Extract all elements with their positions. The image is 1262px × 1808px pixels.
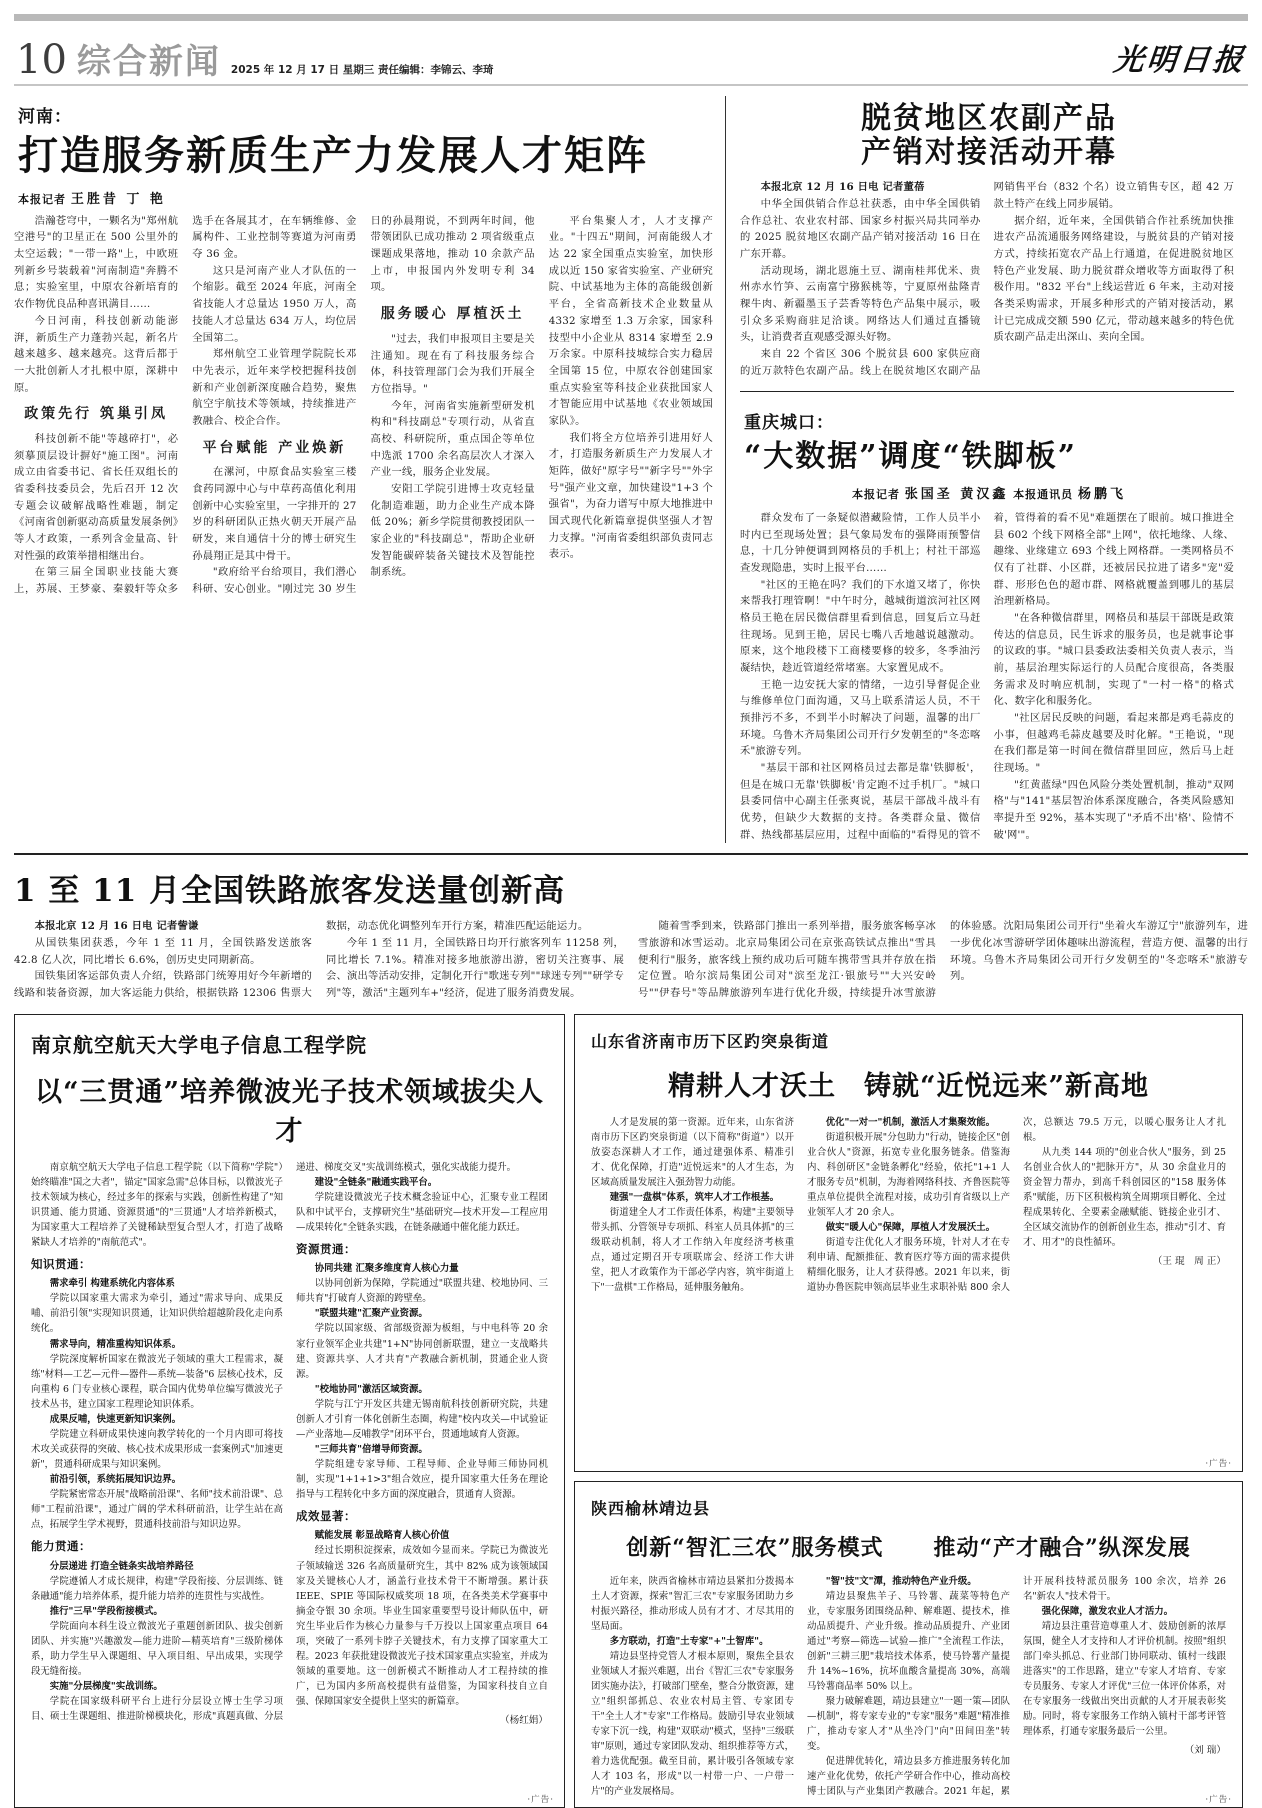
ad-nuaa-section-sub: 分层递进 打造全链条实战培养路径 [49, 1560, 194, 1572]
lead-para: 在漯河，中原食品实验室三楼食药同源中心与中草药高值化利用创新中心实验室里，一字排开的 27 岁的科研团队正热火朝天开展产品研发，来自通信十分的博士研究生孙晨翔正是其中骨干。 [192, 466, 357, 562]
ad-jingbian-title-left: 创新“智汇三农”服务模式 [626, 1534, 884, 1561]
masthead [14, 21, 1248, 81]
railway-byline: 本报北京 12 月 16 日电 记者訾谦 [34, 920, 199, 933]
chongqing-body [740, 510, 1234, 843]
ad-jingbian-signature: （刘 瑞） [1184, 1745, 1226, 1757]
chongqing-byline [744, 483, 1234, 502]
lead-kicker: 河南： [18, 107, 72, 127]
ad-jingbian-institution: 陕西榆林靖边县 [591, 1498, 711, 1518]
lead-byline-label: 本报记者 [18, 192, 66, 206]
chongqing-para: 群众发布了一条疑似潜藏险情，工作人员半小时内已至现场处置；县气象局发布的强降雨预警信息，十几分钟便调到网格员的手机上；村社干部巡查发现隐患，实时上报平台…… [740, 511, 981, 574]
ad-jingbian-intro: 近年来，陕西省榆林市靖边县紧扣分拨揭本土人才资源，探索"智汇三农"专家服务团助力乡村振兴路径，推动形成人员有才才、才尽其用的坚局面。 [591, 1575, 794, 1632]
lead-subhead: 平台赋能 产业焕新 [202, 439, 347, 456]
railway-story [14, 853, 1248, 1001]
ad-nuaa-section-body: 学院建立科研成果快速向教学转化的一个月内即可将技术攻关或获得的突破、核心技术成果形成一套案例式"加速更新"，贯通科研成果与知识案例。 [31, 1428, 283, 1470]
ad-jingbian-section-sub: 多方联动，打造"土专家"+"土智库"。 [609, 1635, 769, 1647]
ad-jinan-section-sub: 优化"一对一"机制，激活人才集聚效能。 [825, 1116, 995, 1128]
lead-para: 我们将全方位培养引进用好人才，打造服务新质生产力发展人才矩阵，做好"原字号""新字号""外字号"强产业文章，加快建设"1+3 个强省"，为奋力谱写中原大地推进中国式现代化新篇章提供坚强人才智力支撑。"河南省委组织部负责同志表示。 [548, 431, 713, 561]
ad-nuaa-section-head: 资源贯通： [296, 1241, 356, 1256]
railway-divider [14, 853, 1248, 855]
chongqing-byline-label: 本报记者 [851, 487, 900, 501]
chongqing-headline-block [740, 402, 1234, 502]
ad-jingbian-section-sub: 强化保障，激发农业人才活力。 [1041, 1605, 1174, 1617]
ad-jinan-section-body: 街道积极开展"分包助力"行动，链接企区"创业合伙人"资源，拓宽专业化服务链条。借鉴海内、科创研区"金链条孵化"经验，依托"1+1 人才服务专员"机制，为海着网络科技、齐鲁医院等重点单位提供全流程对接，成功引育省级以上产业领军人才 20 余人。 [807, 1131, 1010, 1218]
ad-jingbian-body [591, 1574, 1226, 1800]
ad-jinan-section-body: 街道建全人才工作责任体系，构建"主要领导带头抓、分管领导专项抓、科室人员具体抓"的三级联动机制，将人才工作纳入年度经济考核重点，通过定期召开专项联席会、经济工作大讲堂，把人才政策作为干部必学内容，筑牢街道上下"一盘棋"工作格局，延伸服务触角。 [591, 1206, 794, 1294]
ad-nuaa-section-sub: 推行"三早"学段衔接模式。 [49, 1605, 163, 1617]
ad-jinan-ad-mark: ·广告· [1205, 1458, 1232, 1469]
chongqing-byline-names: 张国圣 黄汉鑫 [904, 486, 1009, 502]
poverty-headline-line2: 产销对接活动开幕 [861, 134, 1117, 170]
lead-para: 郑州航空工业管理学院院长邓中先表示，近年来学校把握科技创新和产业创新深度融合趋势，聚焦航空宇航技术等领域，持续推进产教融合、校企合作。 [192, 348, 357, 427]
lead-para: 在第三届全国职业技能大赛上，苏展、王梦豪、秦毅轩等众多选手在各展其才，在车辆维修、金属构件、工业控制等赛道为河南勇夺 36 金。 [14, 214, 357, 595]
ad-nuaa-section-body: 学院与江宁开发区共建无锡南航科技创新研究院，共建创新人才引育一体化创新生态圈，构建"校内攻关—中试验证—产业落地—反哺教学"闭环平台，贯通地域育人资源。 [296, 1398, 548, 1440]
ad-jinan-section-body: 从九类 144 项的"创业合伙人"服务，到 25 名创业合伙人的"把脉开方"，从 30 余盘业月的资金智力帮办，到高千科创园区的"158 服务体系"赋能，历下区积极构筑全周期项目孵化、全过程成果转化、全要素金融赋能、链接企业引才、全区域交流协作的创新创业生态，推动"引才、育才、用才"的良性循环。 [1023, 1146, 1226, 1249]
lead-subhead: 政策先行 筑巢引凤 [24, 406, 169, 423]
ad-nuaa-section-head: 能力贯通： [31, 1539, 91, 1554]
ad-nuaa-section-sub: 需求牵引 构建系统化内容体系 [49, 1278, 175, 1290]
ad-right-column [574, 1014, 1243, 1808]
railway-para: 从国铁集团获悉，今年 1 至 11 月，全国铁路发送旅客 42.8 亿人次，同比增长 6.6%，创历史史同期新高。 [14, 936, 312, 966]
ad-nuaa-section-sub: "联盟共建"汇聚产业资源。 [314, 1308, 428, 1320]
ad-jingbian-section-sub: "智"技"文"潭，推动特色产业升级。 [825, 1575, 977, 1587]
lead-para: 安阳工学院引进博士攻克轻量化制造难题，助力企业生产成本降低 20%；新乡学院贯彻教授团队一家企业的"科技副总"，帮助企业研发智能碳碎装备关键技术及智能控制系统。 [370, 482, 535, 579]
ad-jinan-institution: 山东省济南市历下区趵突泉街道 [591, 1031, 830, 1051]
ad-jingbian-ad-mark: ·广告· [1205, 1795, 1232, 1806]
chongqing-para: "基层干部和社区网格员过去都是靠'铁脚板'，但是在城口无靠'铁脚板'肯定跑不过手机厂。"城口县委同信中心副主任张爽说，基层干部战斗战斗有优势，但缺少大数据的支持。各类群众量、微信群、热线都基层应用，过程中面临的"看得见的管不着，管得着的看不见"难题摆在了眼前。城口推进全县 602 个线下网格全部"上网"，依托地缘、人缘、趣缘、业缘建立 693 个线上网格群。一类网格员不仅有了社群、小区群，还被居民拉进了诸多"宠"爱群、形形色色的超市群、网格就覆盖到哪儿的基层治理新格局。 [740, 511, 1234, 841]
poverty-para: 活动现场，湖北恩施土豆、湖南桂邦优米、贵州赤水竹笋、云南富宁猕猴桃等，宁夏原州盐隆青稞牛肉、新疆墨玉子芸香等特色产品集中展示，吸引众多采购商驻足洽谈。网络达人们通过直播镜头，让消费者直观感受源头好物。 [740, 264, 981, 344]
ad-nuaa-institution: 南京航空航天大学电子信息工程学院 [31, 1032, 367, 1057]
railway-body [14, 918, 1248, 1001]
lead-body [14, 213, 713, 598]
ad-nuaa-section-body: 学院建设微波光子技术概念验证中心，汇聚专业工程团队和中试平台，支撑研究生"基础研究—技术开发—工程应用—成果转化"全链条实践，在链条融通中催化能力跃迁。 [296, 1191, 548, 1233]
ad-nuaa-section-body: 学院深度解析国家在微波光子领域的重大工程需求，凝练"材料—工艺—元件—器件—系统—装备"6 层核心技术，反向重构 6 门专业核心课程，联合国内优势单位编写微波光子技术丛书，建立国家工程理论知识体系。 [31, 1353, 283, 1410]
ad-nuaa-section-body: 学院紧密常态开展"战略前沿课"、名师"技术前沿课"、总师"工程前沿课"，通过广阔的学术科研前沿，让学生站在高点，拓展学生学术视野，贯通科技前沿与知识边界。 [31, 1488, 283, 1531]
poverty-headline-line1: 脱贫地区农副产品 [861, 101, 1117, 136]
lead-para: 平台集聚人才，人才支撑产业。"十四五"期间，河南能级人才达 22 家全国重点实验室，加快形成以近 150 家省实验室、产业研究院、中试基地为主体的高能级创新平台，全省高新技术企业数量从 4332 家增至 1.3 万余家，国家科技型中小企业从 8314 家增至 2.9 万余家。中原科技城综合实力稳居全国第 15 位，中原农谷创建国家重点实验室等科技企业获批国家人才智能应用中试基地《农业领域国家队》。 [548, 214, 713, 427]
railway-headline: 1 至 11 月全国铁路旅客发送量创新高 [14, 873, 566, 910]
chongqing-para: "社区的王艳在吗？我们的下水道又堵了，你快来帮我打理管啊！"中午时分，越城街道滨河社区网格员王艳在居民微信群里看到信息，回复后立马赶往现场。见到王艳，居民七嘴八舌地越说越激动。原来，这个地段楼下工商楼要修的较多，冬季油污凝结快，趁近管道经常堵塞。大家置见成不。 [740, 578, 981, 674]
page-folio: 10 [16, 37, 67, 83]
lead-byline [18, 188, 713, 207]
chongqing-byline-label2: 本报通讯员 [1013, 487, 1074, 501]
chongqing-para: "红黄蓝绿"四色风险分类处置机制，推动"双网格"与"141"基层智治体系深度融合，各类风险感知率提升至 92%，基本实现了"矛盾不出'格'、险情不破'网'"。 [993, 778, 1234, 841]
ad-jinan-signature: （王 琨 周 正） [1152, 1256, 1226, 1268]
ad-jinan-title: 精耕人才沃土 铸就“近悦远来”新高地 [667, 1070, 1150, 1102]
lead-headline: 打造服务新质生产力发展人才矩阵 [18, 132, 648, 179]
ad-nuaa-title: 以“三贯通”培养微波光子技术领域拔尖人才 [34, 1076, 545, 1147]
ad-nuaa-section-sub: 建设"全链条"融通实践平台。 [314, 1176, 438, 1188]
ad-jinan-section-sub: 建强"一盘棋"体系，筑牢人才工作根基。 [609, 1191, 779, 1203]
ad-nuaa-section-sub: 成果反哺，快速更新知识案例。 [49, 1413, 182, 1425]
lead-para: 科技创新不能"等越碎打"，必须摹顶层设计摒好"施工图"。河南成立由省委书记、省长任双组长的省委科技委员会，先后召开 12 次专题会议破解战略性难题，制定《河南省创新驱动高质量发展条例》等人才政策，一系列含金量高、针对性强的政策举措相继出台。 [14, 432, 179, 562]
ad-jingbian-section-body: 靖边县注重营造尊重人才、鼓励创新的浓厚氛围，健全人才支持和人才评价机制。按照"组织部门牵头抓总、行业部门协同联动、镇村一线跟进落实"的工作思路，建立"专家人才培育、专家专员服务、专家人才评优"三位一体评价体系，对在专家服务一线做出突出贡献的人才开展表彰奖励。同时，将专家服务工作纳入镇村干部考评管理体系，打通专家服务最后一公里。 [1023, 1620, 1226, 1738]
poverty-byline: 本报北京 12 月 16 日电 记者董蓓 [760, 181, 925, 194]
chongqing-story [740, 402, 1234, 843]
railway-para: 随着雪季到来，铁路部门推出一系列举措，服务旅客畅享冰雪旅游和冰雪运动。北京局集团公司在京张高铁试点推出"雪具便利行"服务，旅客线上预约成功后可随车携带雪具并存放在指定位置。哈尔滨局集团公司对"滨至龙江·银旅号""大兴安岭号""伊春号"等品牌旅游列车进行优化升级，持续提升冰雪旅游的体验感。沈阳局集团公司开行"坐着火车游辽宁"旅游列车，进一步优化冰雪游研学团体趣味出游流程，营造方便、温馨的出行环境。乌鲁木齐局集团公司开行夕发朝至的"冬恋喀禾"旅游专列。 [638, 920, 1248, 999]
railway-para: 今年 1 至 11 月，全国铁路日均开行旅客列车 11258 列，同比增长 7.1%。精准对接多地旅游出游，密切关注赛事、展会、演出等活动安排，定制化开行"歌迷专列""球迷专列""研学专列"等，激活"主题列车+"经济，促进了服务消费发展。 [326, 936, 624, 999]
ad-nuaa-section-sub: 协同共建 汇聚多维度育人核心力量 [314, 1263, 459, 1275]
ad-nuaa-body [31, 1160, 548, 1729]
ad-nuaa-section-body: 以协同创新为保障，学院通过"联盟共建、校地协同、三师共育"打破育人资源的跨壁垒。 [296, 1278, 548, 1305]
chongqing-kicker: 重庆城口： [744, 413, 834, 434]
ad-jingbian-section-body: 靖边县聚焦羊子、马铃薯、蔬菜等特色产业，专家服务团围绕品种、解难题、提技术，推动品质提升、产业升级。推动品质提升、产业团通过"考察—筛选—试验—推广"全流程工作法，创新"三耕三肥"栽培技术体系，使马铃薯产量提升 14%~16%，抗坏血酸含量提高 30%，高端马铃薯商品率 50% 以上。 [807, 1590, 1010, 1692]
newspaper-page [0, 14, 1262, 1806]
lead-para: 今日河南，科技创新动能澎湃，新质生产力蓬勃兴起，新名片越来越多、越来越亮。这背后都于一大批创新人才扎根中原，深耕中原。 [14, 314, 179, 394]
lead-byline-names: 王胜昔 丁 艳 [70, 191, 166, 207]
ad-jinan [574, 1014, 1243, 1472]
ad-jingbian [574, 1481, 1243, 1808]
ad-nuaa-section-sub: 需求导向，精准重构知识体系。 [49, 1338, 182, 1350]
ad-nuaa-section-sub: "校地协同"激活区域资源。 [314, 1383, 428, 1395]
ad-nuaa-section-body: 学院以国家级、省部级资源为板组，与中电科等 20 余家行业领军企业共建"1+N"协同创新联盟，建立一支战略共建、资源共享、人才共育"产教融合新机制，贯通企业人资源。 [296, 1323, 548, 1380]
lead-para: "过去，我们申报项目主要是关注通知。现在有了科技服务综合体，科技管理部门会为我们开展全方位指导。" [370, 332, 535, 395]
chongqing-byline-names2: 杨鹏飞 [1078, 486, 1127, 502]
ad-jinan-intro: 人才是发展的第一资源。近年来，山东省济南市历下区趵突泉街道（以下简称"街道"）以开放姿态深耕人才工作，通过建强体系、精准引才、优化保障，打造"近悦远来"的人才生态，为区域高质量发展注入强劲智力动能。 [591, 1116, 794, 1188]
lead-para: 今年，河南省实施新型研发机构和"科技副总"专项行动，从省直高校、科研院所，重点国企等单位中选派 1700 余名高层次人才深入产业一线，服务企业发展。 [370, 399, 535, 479]
ad-jinan-section-body: 街道专注优化人才服务环境，针对人才在专利申请、配额推征、教育医疗等方面的需求提供精细化服务，让人才获得感。2021 年以来，街道协办鲁医院申领高层毕业生求职补贴 800 余人次，总额达 79.5 万元，以暖心服务让人才扎根。 [807, 1116, 1226, 1294]
poverty-body [740, 179, 1234, 379]
ad-nuaa-section-head: 成效显著： [296, 1509, 356, 1524]
ad-nuaa [14, 1014, 565, 1808]
ad-jingbian-section-body: 靖边县坚持党管人才根本原则，聚焦全县农业领域人才振兴难题，出台《智汇三农"专家服务团实施办法》，打破部门壁垒，整合分散资源，建立"组织部抓总、农业农村局主管、专家团专干"全土人才"专家"工作格局。鼓励引导农业领域专家下沉一线，构建"双联动"模式，坚持"三级联审"原则，通过专家团队发动、组织推荐等方式，着力选优配强。截至目前，累计吸引各领域专家人才 103 名，形成"以一村带一户、一户带一片"的产业发展格局。 [591, 1650, 794, 1798]
lead-para: 这只是河南产业人才队伍的一个缩影。截至 2024 年底，河南全省技能人才总量达 1950 万人，高技能人才总量达 634 万人，均位居全国第二。 [192, 264, 357, 344]
ad-nuaa-section-body: 经过长期积淀探索，成效如今显而来。学院已为微波光子领域输送 326 名高质量研究生，其中 82% 成为该领域国家及关键核心人才，涵盖行业技术骨干不断增强。累计获 IEEE、SPIE 等国际权威奖项 18 项，在各类美术学赛事中摘金夺银 30 余项。毕业生国家重要型号设计师队伍中，研究生毕业后作为核心力量参与千万投以上国家重点项目 64 项，突破了一系列卡脖子关键技术，有力支撑了国家重大工程。2023 年获批建设微波光子技术国家重点实验室，并成为领域的重要地。这一创新模式不断推动人才工程持续的推广，已为国内多所高校提供有益借鉴，为国家科技自立自强、保障国家安全提供上坚实的新篇章。 [296, 1545, 548, 1707]
lead-para: "政府给平台给项目，我们潜心科研、安心创业。"刚过完 30 岁生日的孙晨翔说，不到两年时间，他带领团队已成功推动 2 项省级重点课题成果落地，推动 10 余款产品上市，申报国内外发明专利 34 项。 [192, 214, 535, 595]
ad-jinan-section-sub: 做实"暖人心"保障，厚植人才发展沃土。 [825, 1221, 995, 1233]
section-title: 综合新闻 [76, 42, 221, 82]
poverty-para: 来自 22 个省区 306 个脱贫县 600 家供应商的近万款特色农副产品。线上在脱贫地区农副产品网销售平台（832 个名）设立销售专区，超 42 万款土特产在线上同步展销。 [740, 181, 1234, 377]
ad-nuaa-signature: （杨红娟） [500, 1714, 548, 1726]
ad-nuaa-section-body: 学院在国家级科研平台上进行分层设立博士生学习项目、硕士生课题组、推进阶梯模块化，形成"真题真做、分层递进、梯度交叉"实战训练模式，强化实战能力提升。 [31, 1161, 516, 1722]
ad-nuaa-section-body: 学院组建专家导师、工程导师、企业导师三师协同机制，实现"1+1+1>3"组合效应，提升国家重大任务在理论指导与工程转化中多方面的深度融合，贯通育人资源。 [296, 1458, 548, 1500]
chongqing-para: 王艳一边安抚大家的情绪，一边引导督促企业与维修单位门面沟通，又马上联系清运人员，不干预排污不多，不到半小时解决了问题，温馨的出厂环境。乌鲁木齐局集团公司开行夕发朝至的"冬恋喀禾"旅游专列。 [740, 678, 981, 758]
top-feature-area [14, 96, 1248, 843]
ad-nuaa-section-body: 学院以国家重大需求为牵引，通过"需求导向、成果反哺、前沿引领"实现知识贯通，让知识供给超越阶段化走向系统化。 [31, 1293, 283, 1335]
chongqing-para: "在各种微信群里，网格员和基层干部既是政策传达的信息员，民生诉求的服务员，也是就事论事的议政的事。"城口县委政法委相关负责人表示，当前，基层治理实际运行的人员配合度很高，各类服务需求及时响应机制，实现了"一村一格"的格式化、数字化和服务化。 [993, 611, 1234, 708]
chongqing-headline: “大数据”调度“铁脚板” [744, 439, 1078, 475]
paper-logo: 光明日报 [1111, 43, 1248, 78]
ad-nuaa-intro: 南京航空航天大学电子信息工程学院（以下简称"学院"）始终瞄准"国之大者"，锚定"国家急需"总体目标，以微波光子技术领域为核心，经过多年的探索与实践，创新性构建了"知识贯通、能力贯通、资源贯通"的"三贯通"人才培养新模式，为国家重大工程培养了关键稀缺型复合型人才，打造了战略紧缺人才培养的"南航范式"。 [31, 1161, 283, 1248]
poverty-story [740, 96, 1234, 379]
ad-jingbian-section-body: 促进牌优转化，靖边县多方推进服务转化加速产业化优势，依托产学研合作中心，推动高校博士团队与产业集团产教融合。2021 年起，累计开展科技特派员服务 100 余次，培养 26 名"新农人"技术骨干。 [807, 1575, 1226, 1798]
ad-nuaa-section-sub: 前沿引领，系统拓展知识边界。 [49, 1473, 182, 1485]
right-column [726, 96, 1234, 843]
poverty-headline-block [740, 96, 1234, 169]
issue-date-line: 2025 年 12 月 17 日 星期三 责任编辑：李锦云、李琦 [230, 64, 494, 76]
lead-headline-block [14, 96, 713, 207]
advertisement-area [14, 1014, 1248, 1808]
poverty-para: 中华全国供销合作总社获悉，由中华全国供销合作总社、农业农村部、国家乡村振兴局共同举办的 2025 脱贫地区农副产品产销对接活动 16 日在广东开幕。 [740, 197, 981, 260]
railway-para: 国铁集团客运部负责人介绍，铁路部门统筹用好今年新增的线路和装备资源，加大客运能力供给，根据铁路 12306 售票大数据，动态优化调整列车开行方案，精准匹配运能运力。 [14, 920, 589, 999]
ad-nuaa-section-body: 学院面向本科生设立微波光子重题创新团队、拔尖创新团队、并实施"兴趣激发—能力进阶—精英培育"三级阶梯体系，助力学生早入课题组、早入项目组、早出成果，实现学段无缝衔接。 [31, 1620, 283, 1677]
ad-nuaa-section-sub: "三师共育"倍增导师资源。 [314, 1443, 428, 1455]
chongqing-para: "社区居民反映的问题，看起来都是鸡毛蒜皮的小事，但越鸡毛蒜皮越要及时化解。"王艳说，"现在我们都是第一时间在微信群里回应，然后马上赶往现场。" [993, 711, 1234, 774]
ad-jinan-body [591, 1115, 1226, 1296]
lead-para: 浩瀚苍穹中，一颗名为"郑州航空港号"的卫星正在 500 公里外的太空运载；"一带一路"上，中欧班列新乡号装载着"河南制造"奔腾不息；实验室里，中原农谷新培育的农作物优良品种喜讯满目…… [14, 214, 179, 311]
ad-jingbian-title-right: 推动“产才融合”纵深发展 [933, 1534, 1191, 1561]
lead-story [14, 96, 726, 843]
poverty-para: 据介绍，近年来，全国供销合作社系统加快推进农产品流通服务网络建设，与脱贫县的产销对接方式，持续拓宽农产品上行通道，在促进脱贫地区特色产业发展、助力脱贫群众增收等方面取得了积极作用。"832 平台"上线运营近 6 年来，主动对接各类采购需求，开展多种形式的产销对接活动，累计已完成成交额 590 亿元，带动越来越多的特色优质农副产品走出深山、卖向全国。 [993, 214, 1234, 344]
masthead-rule [14, 84, 1248, 86]
ad-jingbian-section-body: 聚力破解难题，靖边县建立"一题一策—团队—机制"，将专家专业的"专家"服务"难题"精准推广，推动专家人才"从坐冷门"向"田间田垄"转变。 [807, 1696, 1010, 1753]
ad-jingbian-title-row [591, 1531, 1226, 1574]
ad-nuaa-ad-mark: ·广告· [527, 1795, 554, 1806]
top-rule [14, 14, 1248, 21]
right-divider [740, 391, 1234, 392]
ad-nuaa-section-sub: 实施"分层梯度"实战训练。 [49, 1680, 163, 1692]
ad-nuaa-section-head: 知识贯通： [31, 1256, 91, 1271]
lead-subhead: 服务暖心 厚植沃土 [380, 306, 525, 323]
ad-nuaa-section-body: 学院遵循人才成长规律，构建"学段衔接、分层训练、链条融通"能力培养体系，提升能力培养的连贯性与实战性。 [31, 1575, 283, 1602]
masthead-left [16, 37, 494, 83]
ad-nuaa-section-sub: 赋能发展 彰显战略育人核心价值 [314, 1530, 450, 1542]
